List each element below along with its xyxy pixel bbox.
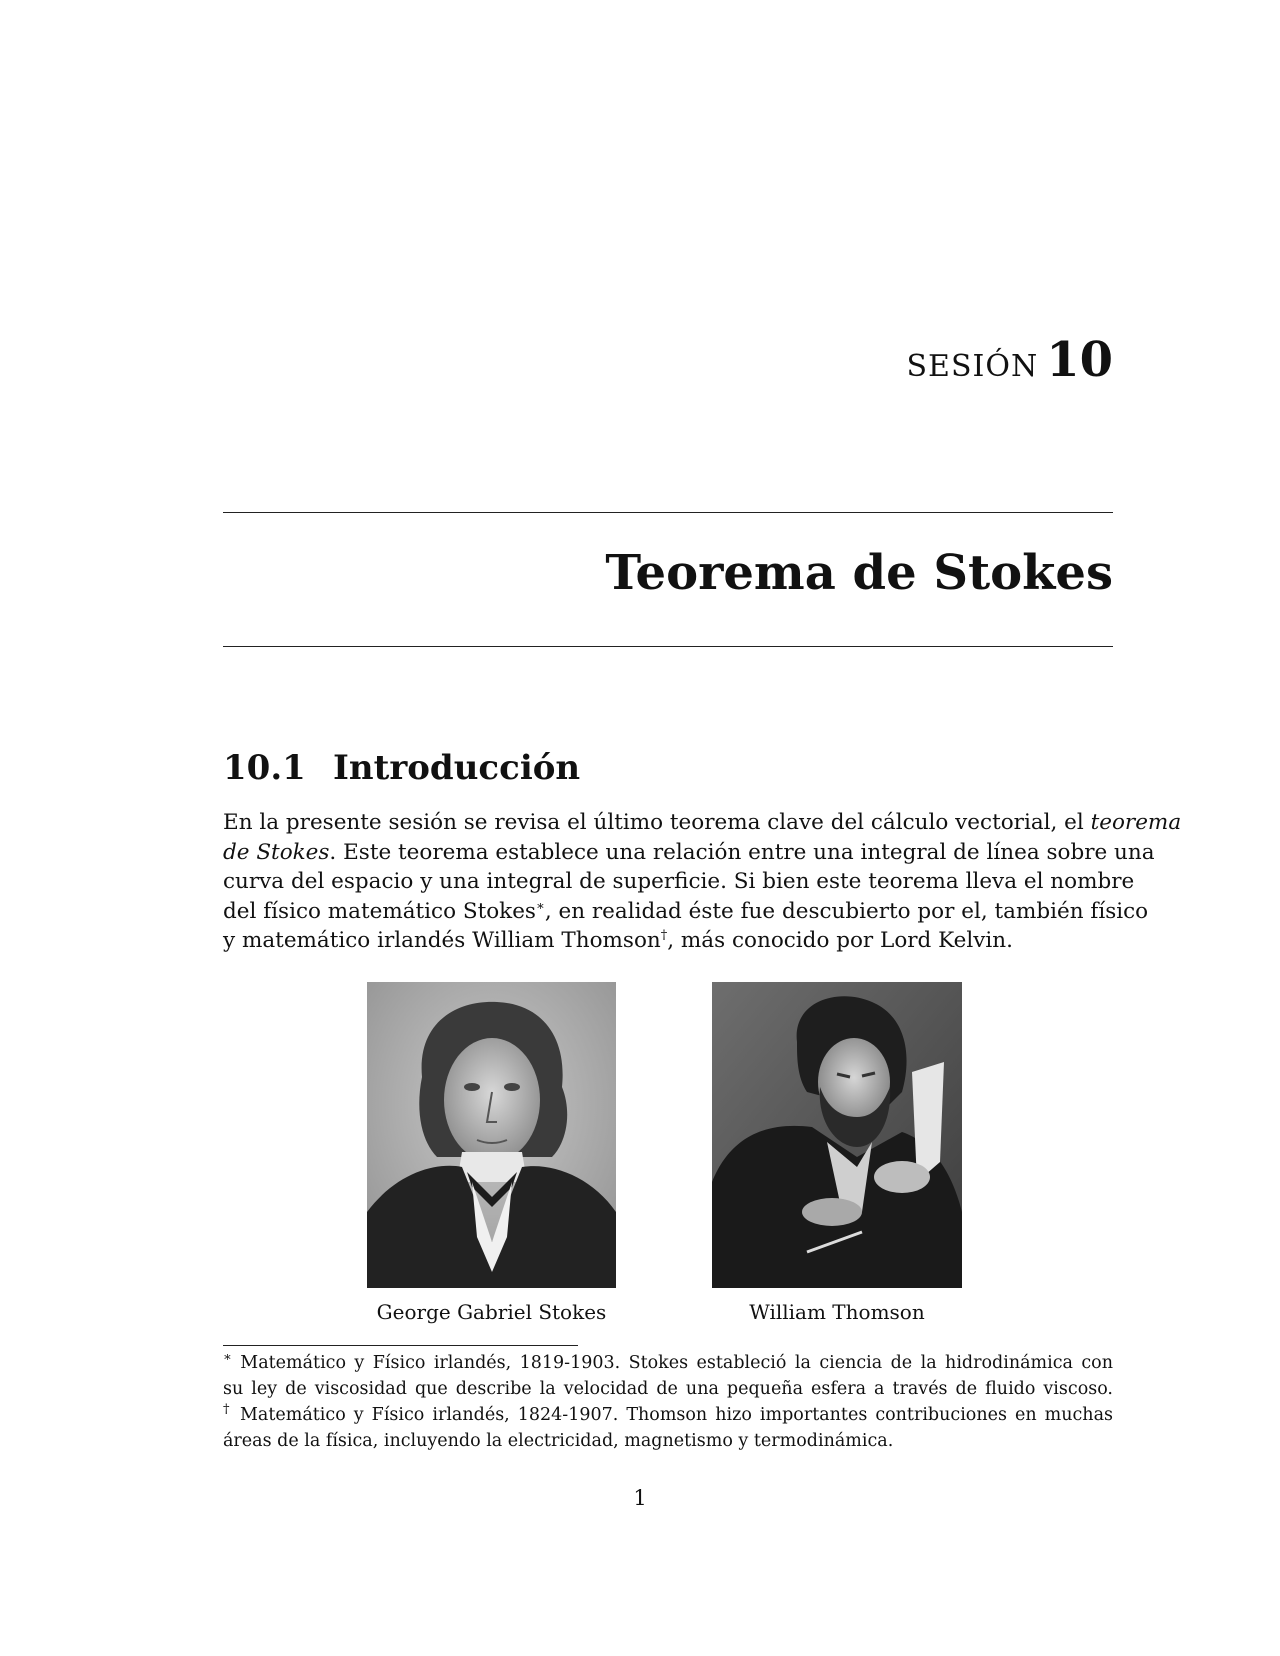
footnote-line xyxy=(223,1402,1113,1428)
section-number: 10.1 xyxy=(223,748,306,788)
thomson-portrait-image xyxy=(712,982,962,1288)
top-rule xyxy=(223,512,1113,513)
bottom-rule xyxy=(223,646,1113,647)
text-run: Matemático y Físico irlandés, 1824-1907. Thomson hizo importantes contribuciones en muchas xyxy=(231,1405,1113,1425)
text-run: y matemático irlandés William Thomson xyxy=(223,928,661,953)
emphasis-text: de Stokes xyxy=(223,839,330,865)
footnote-line: áreas de la física, incluyendo la electricidad, magnetismo y termodinámica. xyxy=(223,1431,894,1451)
section-title: Introducción xyxy=(333,748,581,788)
paragraph-line xyxy=(223,897,1149,927)
stokes-portrait xyxy=(367,982,616,1288)
footnote-line xyxy=(223,1350,1113,1376)
emphasis-text: teorema xyxy=(1090,810,1182,835)
stokes-portrait-image xyxy=(367,982,616,1288)
intro-paragraph xyxy=(223,808,1182,956)
paragraph-line xyxy=(223,838,1155,868)
footnote-line: su ley de viscosidad que describe la velocidad de una pequeña esfera a través de fluido viscoso. xyxy=(223,1379,1113,1399)
footnote-marker[interactable]: ∗ xyxy=(535,898,545,914)
text-run: En la presente sesión se revisa el último teorema clave del cálculo vectorial, el xyxy=(223,810,1091,835)
paragraph-line: curva del espacio y una integral de superficie. Si bien este teorema lleva el nombre xyxy=(223,869,1135,894)
footnotes xyxy=(223,1350,1113,1454)
thomson-portrait xyxy=(712,982,962,1288)
figure-caption-thomson: William Thomson xyxy=(749,1300,925,1324)
page-number: 1 xyxy=(633,1486,647,1510)
text-run: del físico matemático Stokes xyxy=(223,898,536,924)
footnote-marker: ∗ xyxy=(223,1350,232,1366)
section-heading xyxy=(223,748,580,788)
paragraph-line xyxy=(223,926,1113,956)
text-run: , en realidad éste fue descubierto por el, también físico xyxy=(544,898,1149,924)
paragraph-line xyxy=(223,808,1182,838)
session-number: 10 xyxy=(1046,332,1113,388)
session-heading xyxy=(907,332,1114,388)
footnote-marker: † xyxy=(223,1402,232,1418)
footnote-rule xyxy=(223,1345,578,1346)
text-run: , más conocido por Lord Kelvin. xyxy=(667,928,1013,953)
text-run: . Este teorema establece una relación entre una integral de línea sobre una xyxy=(329,839,1155,865)
chapter-title: Teorema de Stokes xyxy=(605,545,1113,601)
session-label: SESIÓN xyxy=(906,349,1039,384)
footnote-marker[interactable]: † xyxy=(660,927,668,943)
text-run: Matemático y Físico irlandés, 1819-1903. Stokes estableció la ciencia de la hidrodinámica con xyxy=(231,1353,1113,1373)
figure-caption-stokes: George Gabriel Stokes xyxy=(376,1300,607,1324)
